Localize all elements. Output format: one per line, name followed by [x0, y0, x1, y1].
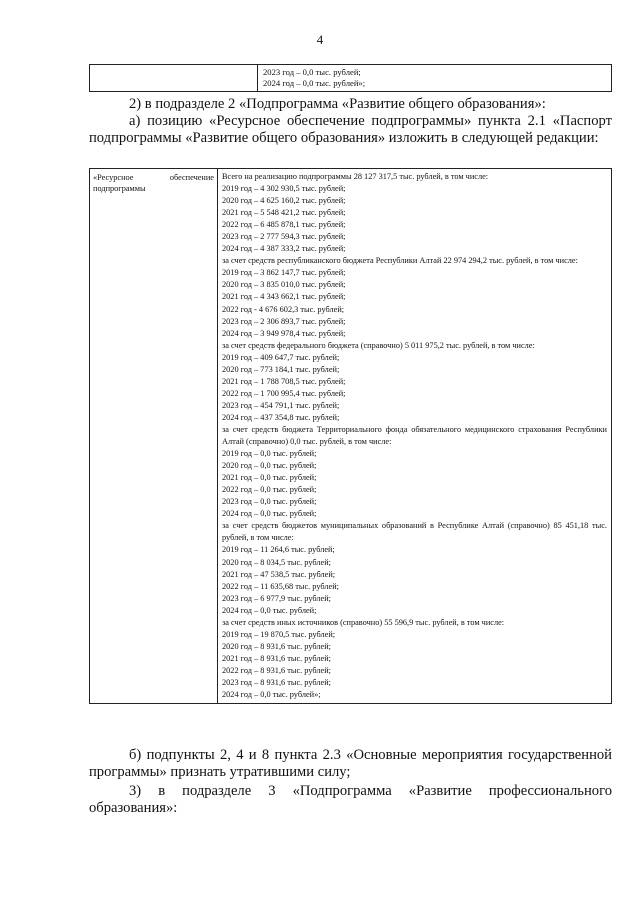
resource-line: 2021 год – 0,0 тыс. рублей; — [222, 473, 317, 483]
resource-line: 2022 год – 0,0 тыс. рублей; — [222, 485, 317, 495]
resource-line: 2020 год – 4 625 160,2 тыс. рублей; — [222, 196, 346, 206]
resource-source-heading: за счет средств бюджетов муниципальных образований в Республике Алтай (справочно) 85 451,18 тыс. рублей, в том числе: — [222, 521, 607, 543]
resource-line: 2023 год – 2 306 893,7 тыс. рублей; — [222, 316, 346, 326]
resource-line: 2023 год – 6 977,9 тыс. рублей; — [222, 593, 331, 603]
resource-line: 2024 год – 0,0 тыс. рублей»; — [222, 690, 321, 700]
paragraph-item-a — [89, 113, 612, 147]
resource-line: 2023 год – 2 777 594,3 тыс. рублей; — [222, 232, 346, 242]
resource-line: 2024 год – 0,0 тыс. рублей; — [222, 509, 317, 519]
resource-line: 2021 год – 5 548 421,2 тыс. рублей; — [222, 208, 346, 218]
resource-source-heading: за счет средств республиканского бюджета Республики Алтай 22 974 294,2 тыс. рублей, в том числе: — [222, 256, 578, 266]
resource-line: 2020 год – 773 184,1 тыс. рублей; — [222, 364, 340, 374]
previous-table-fragment — [89, 64, 612, 92]
resource-line: 2023 год – 454 791,1 тыс. рублей; — [222, 400, 340, 410]
resource-table-label-cell: «Ресурсное обеспечение подпрограммы — [90, 169, 218, 704]
resource-line: 2023 год – 0,0 тыс. рублей; — [222, 497, 317, 507]
resource-source-heading: за счет средств бюджета Территориального фонда обязательного медицинского страхования Республики Алтай (справочно) 0,0 тыс. рублей, в том числе: — [222, 424, 607, 447]
resource-line: 2019 год – 0,0 тыс. рублей; — [222, 449, 317, 459]
resource-line: 2023 год – 8 931,6 тыс. рублей; — [222, 677, 331, 687]
paragraph-text: б) подпункты 2, 4 и 8 пункта 2.3 «Основные мероприятия государственной программы» признать утратившими силу; — [89, 747, 612, 780]
resource-source-heading: за счет средств иных источников (справочно) 55 596,9 тыс. рублей, в том числе: — [222, 617, 505, 627]
resource-line: 2019 год – 4 302 930,5 тыс. рублей; — [222, 184, 346, 194]
resource-line: 2020 год – 3 835 010,0 тыс. рублей; — [222, 280, 346, 290]
page-number: 4 — [316, 32, 324, 47]
resource-line: 2019 год – 19 870,5 тыс. рублей; — [222, 629, 336, 639]
previous-table-empty-cell — [90, 65, 258, 92]
resource-line: 2021 год – 8 931,6 тыс. рублей; — [222, 653, 331, 663]
paragraph-item-b — [89, 747, 612, 781]
resource-line: 2020 год – 8 034,5 тыс. рублей; — [222, 557, 331, 567]
previous-table-content-cell — [258, 65, 612, 92]
previous-table-line: 2023 год – 0,0 тыс. рублей; — [263, 67, 361, 77]
resource-line: 2021 год – 1 788 708,5 тыс. рублей; — [222, 376, 346, 386]
resource-line: 2024 год – 3 949 978,4 тыс. рублей; — [222, 328, 346, 338]
resource-line: 2019 год – 3 862 147,7 тыс. рублей; — [222, 268, 346, 278]
resource-line: 2022 год – 6 485 878,1 тыс. рублей; — [222, 220, 346, 230]
resource-line: 2022 год - 4 676 602,3 тыс. рублей; — [222, 304, 345, 314]
resource-table-content-cell — [218, 169, 612, 704]
resource-line: 2021 год – 47 538,5 тыс. рублей; — [222, 569, 336, 579]
resource-line: 2020 год – 8 931,6 тыс. рублей; — [222, 641, 331, 651]
resource-line: 2024 год – 4 387 333,2 тыс. рублей; — [222, 244, 346, 254]
resource-line: 2021 год – 4 343 662,1 тыс. рублей; — [222, 292, 346, 302]
resource-line: 2022 год – 1 700 995,4 тыс. рублей; — [222, 388, 346, 398]
resource-line: 2024 год – 0,0 тыс. рублей; — [222, 605, 317, 615]
resource-line: 2022 год – 11 635,68 тыс. рублей; — [222, 581, 339, 591]
paragraph-subsection-3 — [89, 783, 612, 817]
resource-line: 2020 год – 0,0 тыс. рублей; — [222, 461, 317, 471]
previous-table-line: 2024 год – 0,0 тыс. рублей»; — [263, 78, 366, 88]
resource-source-heading: за счет средств федерального бюджета (справочно) 5 011 975,2 тыс. рублей, в том числе: — [222, 340, 535, 350]
paragraph-text: 2) в подразделе 2 «Подпрограмма «Развитие общего образования»: — [129, 96, 546, 112]
resource-line: Всего на реализацию подпрограммы 28 127 317,5 тыс. рублей, в том числе: — [222, 172, 489, 181]
resource-line: 2024 год – 437 354,8 тыс. рублей; — [222, 412, 340, 422]
paragraph-text: а) позицию «Ресурсное обеспечение подпрограммы» пункта 2.1 «Паспорт подпрограммы «Развитие общего образования» изложить в следующей редакции: — [89, 113, 612, 146]
resource-line: 2022 год – 8 931,6 тыс. рублей; — [222, 665, 331, 675]
paragraph-text: 3) в подразделе 3 «Подпрограмма «Развитие профессионального образования»: — [89, 783, 612, 816]
resource-provision-table — [89, 168, 612, 704]
paragraph-subsection-2 — [89, 96, 612, 113]
resource-line: 2019 год – 11 264,6 тыс. рублей; — [222, 545, 335, 555]
resource-line: 2019 год – 409 647,7 тыс. рублей; — [222, 352, 340, 362]
